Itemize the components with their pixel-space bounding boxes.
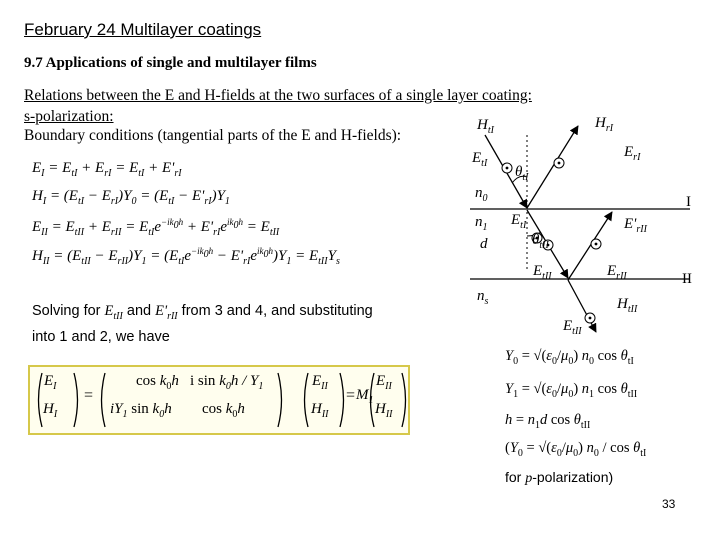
slide-subtitle: 9.7 Applications of single and multilayer films	[24, 55, 317, 71]
equation-3: $E_{II} = E_{tII} + E_{rII} = E_{tI}e^{-ik_0h} + E'_{rI}e^{ik_0h} = E_{tII}$	[32, 217, 280, 238]
equation-4: $H_{II} = (E_{tII} - E_{rII})Y_1 = (E_{tI}e^{-ik_0h} - E'_{rI}e^{ik_0h})Y_1 = E_{tII}Y_s$	[32, 246, 340, 267]
equation-1: $E_I = E_{tI} + E_{rI} = E_{tI} + E'_{rI}$	[32, 160, 182, 179]
label-interface-I: I	[686, 194, 691, 210]
formula-h: $h = n_1d$ $\cos \theta_{tII}$	[505, 412, 591, 431]
intro-line: Relations between the E and H-fields at the two surfaces of a single layer coating:	[24, 87, 532, 104]
label-E-tII-substrate: $E_{tII}$	[563, 318, 582, 337]
formula-Y1: $Y_1 = √(\varepsilon_0/\mu_0)$ $n_1$ $\cos \theta_{tII}$	[505, 381, 638, 400]
formula-Y0: $Y_0 = √(\varepsilon_0/\mu_0)$ $n_0$ $\cos \theta_{tI}$	[505, 348, 634, 367]
polarization-heading: s-polarization:	[24, 108, 114, 125]
boundary-conditions-heading: Boundary conditions (tangential parts of the E and H-fields):	[24, 127, 402, 144]
matrix-equation-box: $E_I$ $H_I$ = $\cos k_0h$ i $\sin k_0h / Y_1$ $iY_1$ $\sin k_0h$ $\cos k_0h$ $E_{II}$ $H_{II}$ = $M_1$ $E_{II}$ $H_{II}$	[28, 365, 410, 435]
label-theta-tI: $\theta_{tI}$	[515, 164, 529, 183]
label-E-rII: $E_{rII}$	[607, 263, 627, 282]
page-number: 33	[662, 497, 676, 511]
solving-text-line2: into 1 and 2, we have	[32, 329, 170, 345]
solving-text-line1: Solving for $E_{tII}$ and $E'_{rII}$ from 3 and 4, and substituting	[32, 303, 373, 322]
label-H-tII: $H_{tII}$	[617, 296, 638, 315]
equation-2: $H_I = (E_{tI} - E_{rI})Y_0 = (E_{tI} - E'_{rI})Y_1$	[32, 188, 230, 207]
label-H-tI: $H_{tI}$	[477, 117, 494, 136]
reflected-ray	[527, 126, 578, 208]
label-d: d	[480, 236, 488, 252]
label-n1: $n_1$	[475, 214, 488, 233]
slide-title: February 24 Multilayer coatings	[24, 20, 262, 39]
label-interface-II: II	[682, 271, 692, 287]
p-polarization-note: for p-polarization)	[505, 469, 614, 486]
internal-reflected-ray	[568, 212, 612, 280]
label-theta-tII: $\theta_{tII}$	[532, 232, 549, 251]
formula-Y0-p: ($Y_0 = √(\varepsilon_0/\mu_0)$ $n_0$ / $\cos \theta_{tI}$	[505, 440, 647, 459]
label-E-tI: $E_{tI}$	[472, 150, 488, 169]
label-ns: $n_s$	[477, 288, 489, 307]
label-n0: $n_0$	[475, 185, 488, 204]
label-E-tII: $E_{tII}$	[533, 263, 552, 282]
label-E-rI: $E_{rI}$	[624, 144, 641, 163]
label-H-rI: $H_{rI}$	[595, 115, 614, 134]
label-E-prime-rII: $E'_{rII}$	[624, 216, 647, 235]
label-E-tI-layer: $E_{tI}$	[511, 212, 527, 231]
